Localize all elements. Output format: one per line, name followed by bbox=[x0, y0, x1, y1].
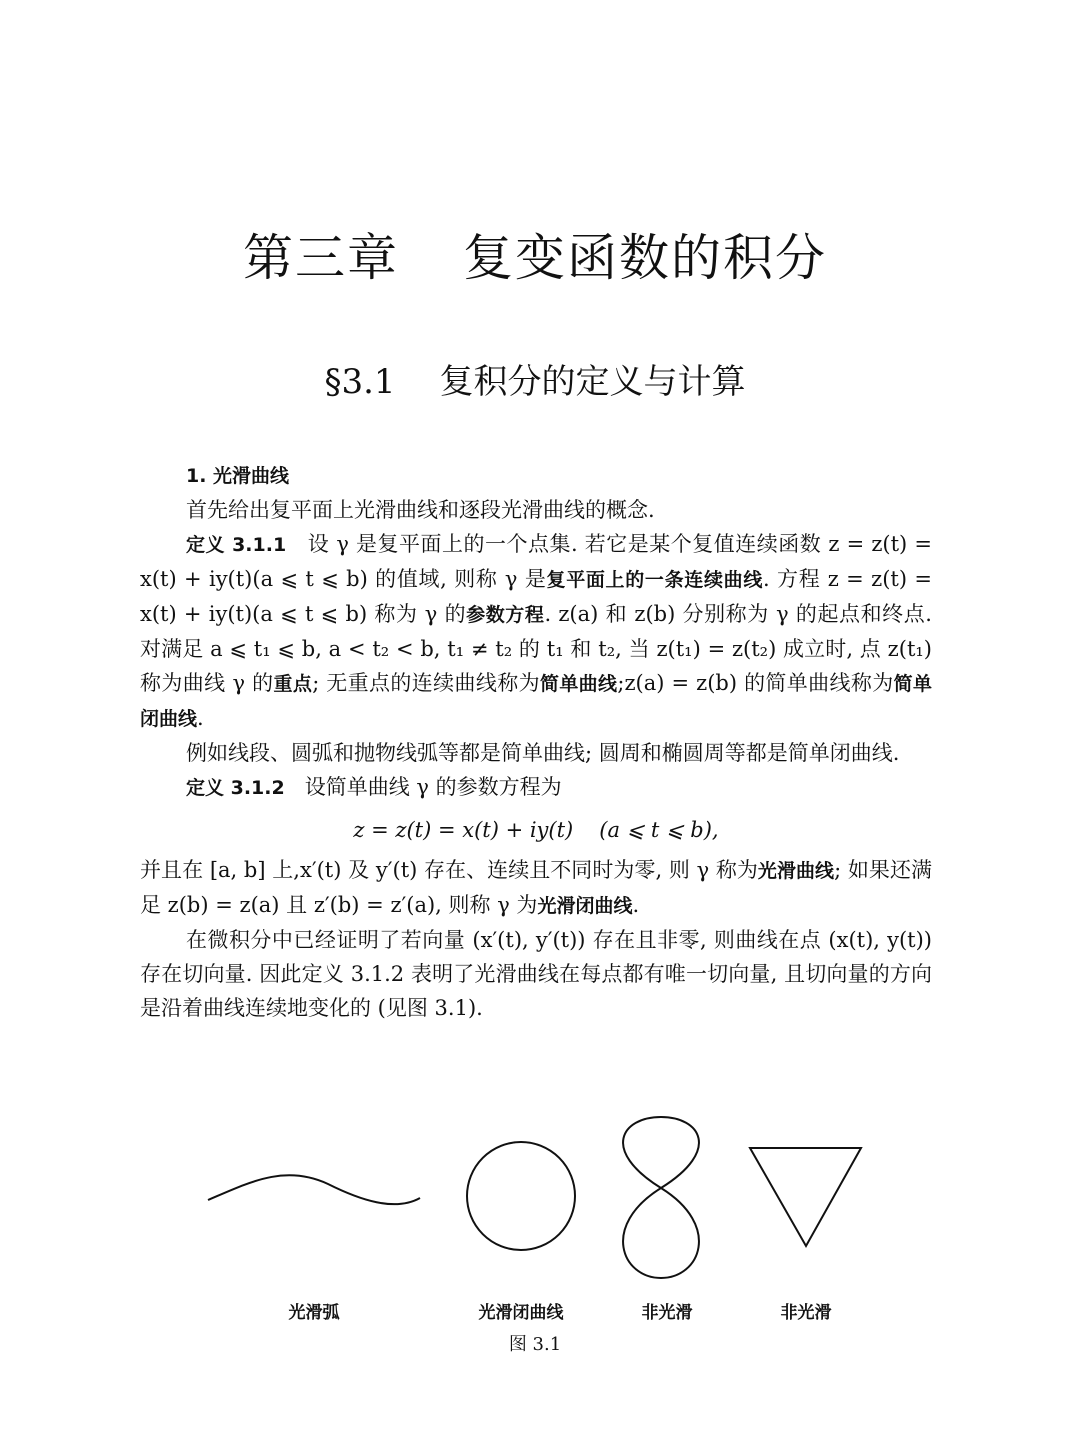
term-multiple-point: 重点 bbox=[273, 673, 313, 695]
example-paragraph: 例如线段、圆弧和抛物线弧等都是简单曲线; 圆周和椭圆周等都是简单闭曲线. bbox=[186, 741, 900, 765]
figure-3-1 bbox=[0, 1100, 1070, 1320]
body-text bbox=[140, 458, 932, 1025]
section-title: 复积分的定义与计算 bbox=[439, 362, 746, 402]
definition-3-1-2-continued: 并且在 [a, b] 上,x′(t) 及 y′(t) 存在、连续且不同时为零, 则 γ 称为光滑曲线; 如果还满足 z(b) = z(a) 且 z′(b) = z′(a), 则称 γ 为光滑闭曲线. bbox=[140, 858, 932, 917]
caption-smooth-closed-curve: 光滑闭曲线 bbox=[478, 1303, 564, 1323]
display-equation: z = z(t) = x(t) + iy(t) (a ⩽ t ⩽ b), bbox=[353, 818, 719, 842]
figure-eight-shape bbox=[623, 1117, 699, 1278]
triangle-shape bbox=[750, 1148, 861, 1246]
chapter-heading bbox=[0, 218, 1070, 290]
term-parametric-equation: 参数方程 bbox=[466, 604, 545, 626]
definition-3-1-2: 定义 3.1.2 设简单曲线 γ 的参数方程为 bbox=[186, 775, 562, 799]
chapter-number: 第三章 bbox=[243, 229, 399, 287]
term-smooth-closed-curve: 光滑闭曲线 bbox=[537, 895, 633, 917]
term-simple-closed-curve: 简单闭曲线 bbox=[140, 673, 932, 730]
circle-shape bbox=[467, 1142, 575, 1250]
smooth-arc-shape bbox=[208, 1175, 420, 1204]
caption-non-smooth-2: 非光滑 bbox=[780, 1303, 832, 1323]
section-heading bbox=[0, 354, 1070, 403]
definition-label: 定义 3.1.1 bbox=[186, 534, 287, 556]
section-number: §3.1 bbox=[324, 362, 396, 402]
definition-label: 定义 3.1.2 bbox=[186, 777, 285, 799]
term-simple-curve: 简单曲线 bbox=[539, 673, 618, 695]
caption-non-smooth-1: 非光滑 bbox=[641, 1303, 693, 1323]
chapter-title: 复变函数的积分 bbox=[463, 229, 827, 287]
intro-paragraph: 首先给出复平面上光滑曲线和逐段光滑曲线的概念. bbox=[186, 498, 655, 522]
subsection-heading: 1. 光滑曲线 bbox=[186, 465, 290, 487]
caption-smooth-arc: 光滑弧 bbox=[288, 1303, 340, 1323]
figure-label: 图 3.1 bbox=[508, 1334, 562, 1355]
term-continuous-curve: 复平面上的一条连续曲线 bbox=[546, 569, 764, 591]
definition-3-1-1: 定义 3.1.1 设 γ 是复平面上的一个点集. 若它是某个复值连续函数 z = z(t) = x(t) + iy(t)(a ⩽ t ⩽ b) 的值域, 则称 γ 是复平面上的一条连续曲线. 方程 z = z(t) = x(t) + iy(t)(a ⩽ t ⩽ b) 称为 γ 的参数方程. z(a) 和 z(b) 分别称为 γ 的起点和终点. 对满足 a ⩽ t₁ ⩽ b, a < t₂ < b, t₁ ≠ t₂ 的 t₁ 和 t₂, 当 z(t₁) = z(t₂) 成立时, 点 z(t₁) 称为曲线 γ 的重点; 无重点的连续曲线称为简单曲线;z(a) = z(b) 的简单曲线称为简单闭曲线. bbox=[140, 532, 932, 730]
term-smooth-curve: 光滑曲线 bbox=[757, 860, 835, 882]
tangent-paragraph: 在微积分中已经证明了若向量 (x′(t), y′(t)) 存在且非零, 则曲线在点 (x(t), y(t)) 存在切向量. 因此定义 3.1.2 表明了光滑曲线在每点都有唯一切向量, 且切向量的方向是沿着曲线连续地变化的 (见图 3.1). bbox=[140, 928, 932, 1020]
